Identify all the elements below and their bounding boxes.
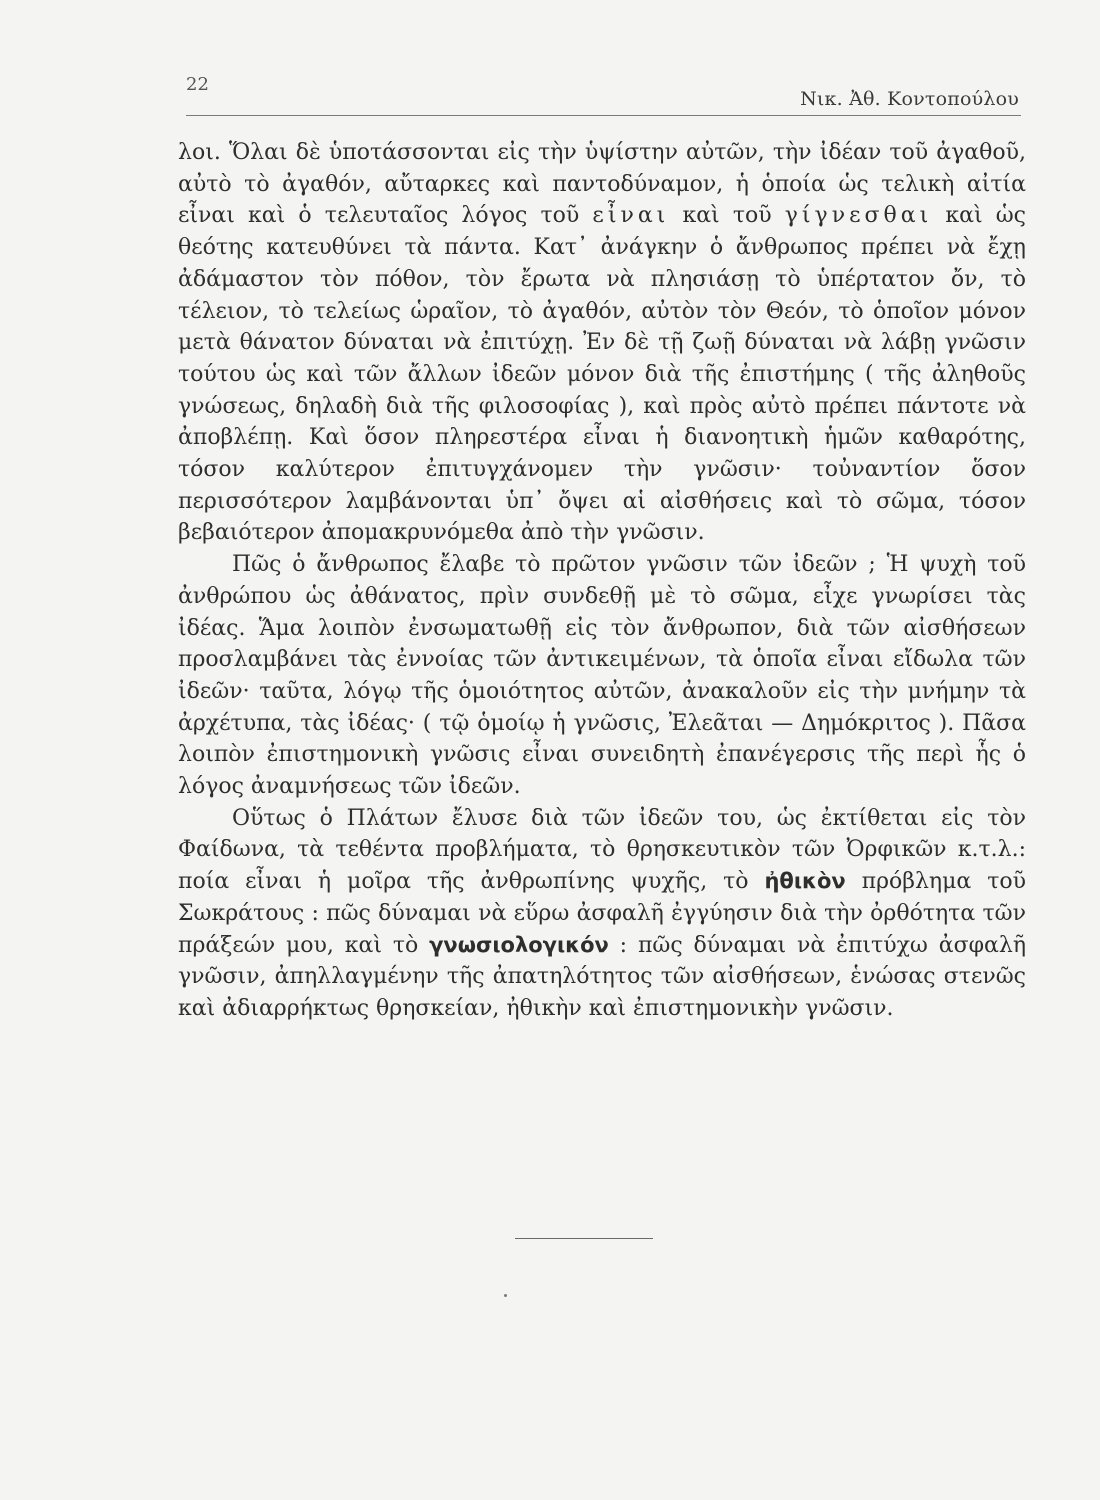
paragraph-3-text-c: : πῶς δύναμαι νὰ ἐπιτύχω ἀσφαλῆ γνῶσιν, ἀπηλλαγμένην τῆς ἀπατηλότητος τῶν αἰσθήσεων, ἑνώσας στενῶς καὶ ἀδιαρρήκτως θρησκείαν, ἠθικὴν καὶ ἐπιστημονικὴν γνῶσιν. (178, 932, 1026, 1021)
paragraph-1-text-c: καὶ ὡς θεότης κατευθύνει τὰ πάντα. Κατ᾽ ἀνάγκην ὁ ἄνθρωπος πρέπει νὰ ἔχῃ ἀδάμαστον τὸν πόθον, τὸν ἔρωτα νὰ πλησιάσῃ τὸ ὑπέρτατον ὄν, τὸ τέλειον, τὸ τελείως ὡραῖον, τὸ ἀγαθόν, αὐτὸν τὸν Θεόν, τὸ ὁποῖον μόνον μετὰ θάνατον δύναται νὰ ἐπιτύχῃ. Ἐν δὲ τῇ ζωῇ δύναται νὰ λάβῃ γνῶσιν τούτου ὡς καὶ τῶν ἄλλων ἰδεῶν μόνον διὰ τῆς ἐπιστήμης ( τῆς ἀληθοῦς γνώσεως, δηλαδὴ διὰ τῆς φιλοσοφίας ), καὶ πρὸς αὐτὸ πρέπει πάντοτε νὰ ἀποβλέπῃ. Καὶ ὅσον πληρεστέρα εἶναι ἡ διανοητικὴ ἡμῶν καθαρότης, τόσον καλύτερον ἐπιτυγχάνομεν τὴν γνῶσιν· τοὐναντίον ὅσον περισσότερον λαμβάνονται ὑπ᾽ ὄψει αἱ αἰσθήσεις καὶ τὸ σῶμα, τόσον βεβαιότερον ἀπομακρυνόμεθα ἀπὸ τὴν γνῶσιν. (178, 203, 1026, 546)
section-end-rule (515, 1238, 653, 1239)
body-text (178, 137, 1026, 1025)
print-speck (504, 1294, 507, 1297)
paragraph-1-text-a: λοι. Ὅλαι δὲ ὑποτάσσονται εἰς τὴν ὑψίστην αὐτῶν, τὴν ἰδέαν τοῦ ἀγαθοῦ, αὐτὸ τὸ ἀγαθόν, αὔταρκες καὶ παντοδύναμον, ἡ ὁποία ὡς τελικὴ αἰτία εἶναι καὶ ὁ τελευταῖος λόγος τοῦ (178, 140, 1026, 229)
bold-term-gnosiologikon: γνωσιολογικόν (429, 932, 609, 957)
paragraph-3-text-a: Οὕτως ὁ Πλάτων ἔλυσε διὰ τῶν ἰδεῶν του, ὡς ἐκτίθεται εἰς τὸν Φαίδωνα, τὰ τεθέντα προβλήματα, τὸ θρησκευτικὸν τῶν Ὀρφικῶν κ.τ.λ.: ποία εἶναι ἡ μοῖρα τῆς ἀνθρωπίνης ψυχῆς, τὸ (178, 805, 1026, 895)
header-rule (186, 115, 1021, 116)
paragraph-3 (178, 803, 1026, 1025)
spaced-term-gignesthai: γίγνεσθαι (784, 203, 933, 229)
paragraph-1-text-b: καὶ τοῦ (669, 203, 785, 229)
paragraph-1 (178, 137, 1026, 549)
running-head: Νικ. Ἀθ. Κοντοπούλου (800, 88, 1019, 110)
paragraph-2: Πῶς ὁ ἄνθρωπος ἔλαβε τὸ πρῶτον γνῶσιν τῶν ἰδεῶν ; Ἡ ψυχὴ τοῦ ἀνθρώπου ὡς ἀθάνατος, πρὶν συνδεθῇ μὲ τὸ σῶμα, εἶχε γνωρίσει τὰς ἰδέας. Ἅμα λοιπὸν ἐνσωματωθῇ εἰς τὸν ἄνθρωπον, διὰ τῶν αἰσθήσεων προσλαμβάνει τὰς ἐννοίας τῶν ἀντικειμένων, τὰ ὁποῖα εἶναι εἴδωλα τῶν ἰδεῶν· ταῦτα, λόγῳ τῆς ὁμοιότητος αὐτῶν, ἀνακαλοῦν εἰς τὴν μνήμην τὰ ἀρχέτυπα, τὰς ἰδέας· ( τῷ ὁμοίῳ ἡ γνῶσις, Ἐλεᾶται — Δημόκριτος ). Πᾶσα λοιπὸν ἐπιστημονικὴ γνῶσις εἶναι συνειδητὴ ἐπανέγερσις τῆς περὶ ἧς ὁ λόγος ἀναμνήσεως τῶν ἰδεῶν. (178, 552, 1026, 800)
spaced-term-einai: εἶναι (592, 203, 670, 229)
bold-term-ethikon: ἠθικὸν (764, 869, 846, 894)
paragraph-3-text-b: πρόβλημα τοῦ Σωκράτους : πῶς δύναμαι νὰ εὕρω ἀσφαλῆ ἐγγύησιν διὰ τὴν ὀρθότητα τῶν πράξεών μου, καὶ τὸ (178, 869, 1026, 958)
page-header (186, 68, 1021, 116)
page-number: 22 (186, 74, 209, 95)
